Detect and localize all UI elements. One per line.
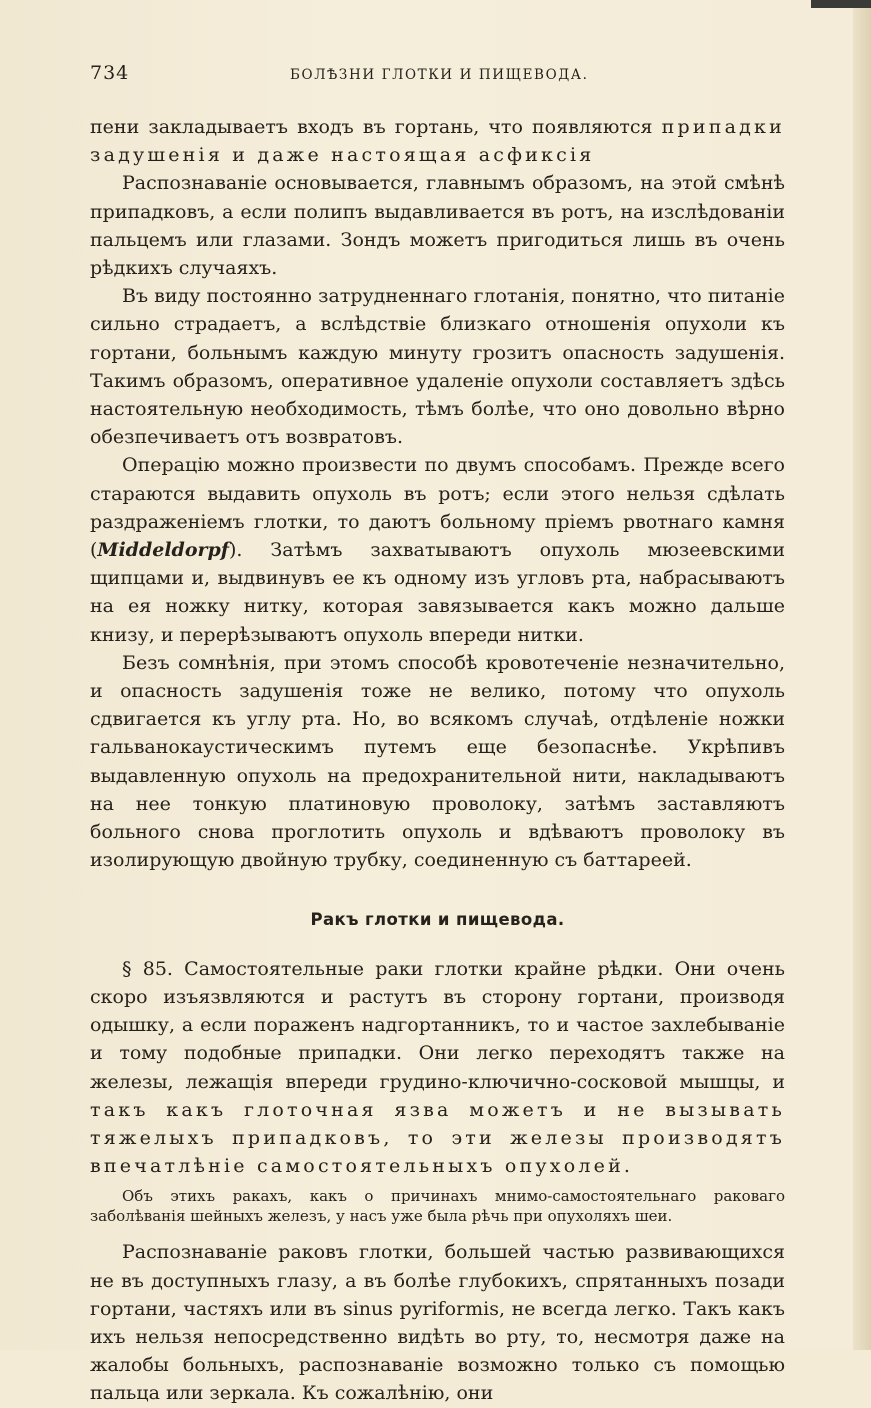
section-heading: Ракъ глотки и пищевода. (310, 910, 565, 930)
page-header (90, 62, 780, 88)
spaced-emphasis: такъ какъ глоточная язва можетъ и не вызывать тяжелыхъ припадковъ, то эти железы производятъ впечатлѣніе самостоятельныхъ опухолей. (90, 1098, 785, 1178)
paragraph: Распознаваніе основывается, главнымъ образомъ, на этой смѣнѣ припадковъ, а если полипъ выдавливается въ ротъ, на изслѣдованіи пальцемъ или глазами. Зондъ можетъ пригодиться лишь въ очень рѣдкихъ случаяхъ. (90, 172, 785, 280)
running-title: БОЛѢЗНИ ГЛОТКИ И ПИЩЕВОДА. (290, 67, 589, 83)
scan-edge-mark (811, 0, 871, 8)
page-edge (853, 0, 871, 1350)
paragraph (90, 451, 785, 648)
paragraph: Въ виду постоянно затрудненнаго глотанія, понятно, что питаніе сильно страдаетъ, а вслѣдствіе близкаго отношенія опухоли къ гортани, больнымъ каждую минуту грозитъ опасность задушенія. Такимъ образомъ, оперативное удаленіе опухоли составляетъ здѣсь настоятельную необходимость, тѣмъ болѣе, что оно довольно вѣрно обезпечиваетъ отъ возвратовъ. (90, 285, 785, 449)
paragraph-continuation (90, 113, 785, 169)
paragraph (90, 955, 785, 1181)
main-text (90, 113, 785, 1408)
author-name: Middeldorpf (97, 539, 229, 562)
footnote: Объ этихъ ракахъ, какъ о причинахъ мнимо-самостоятельнаго раковаго заболѣванія шейныхъ железъ, у насъ уже была рѣчь при опухоляхъ шеи. (90, 1187, 785, 1226)
paragraph-text: Операцію можно произвести по двумъ способамъ. Прежде всего стараются выдавить опухоль въ ротъ; если этого нельзя сдѣлать раздраженіемъ глотки, то даютъ больному пріемъ рвотнаго камня ( (90, 454, 785, 562)
spaced-emphasis: припадки задушенія и даже настоящая асфиксія (90, 116, 785, 167)
paragraph: Безъ сомнѣнія, при этомъ способѣ кровотеченіе незначительно, и опасность задушенія тоже не велико, потому что опухоль сдвигается къ углу рта. Но, во всякомъ случаѣ, отдѣленіе ножки гальванокаустическимъ путемъ еще безопаснѣе. Укрѣпивъ выдавленную опухоль на предохранительной нити, накладываютъ на нее тонкую платиновую проволоку, затѣмъ заставляютъ больного снова проглотить опухоль и вдѣваютъ проволоку въ изолирующую двойную трубку, соединенную съ баттареей. (90, 651, 785, 872)
paragraph-text: § 85. Самостоятельные раки глотки крайне рѣдки. Они очень скоро изъязвляются и растутъ въ сторону гортани, производя одышку, а если пораженъ надгортанникъ, то и частое захлебываніе и тому подобные припадки. Они легко переходятъ также на железы, лежащія впереди грудино-ключично-сосковой мышцы, и (90, 957, 785, 1093)
page-number: 734 (90, 62, 130, 84)
paragraph-text: ). Затѣмъ захватываютъ опухоль мюзеевскими щипцами и, выдвинувъ ее къ одному изъ угловъ рта, набрасываютъ на ея ножку нитку, которая завязывается какъ можно дальше книзу, и перерѣзываютъ опухоль впереди нитки. (90, 539, 785, 646)
paragraph-text: пени закладываетъ входъ въ гортань, что появляются (90, 116, 662, 138)
paragraph: Распознаваніе раковъ глотки, большей частью развивающихся не въ доступныхъ глазу, а въ болѣе глубокихъ, спрятанныхъ позади гортани, частяхъ или въ sinus pyriformis, не всегда легко. Такъ какъ ихъ нельзя непосредственно видѣть во рту, то, несмотря даже на жалобы больныхъ, распознаваніе возможно только съ помощью пальца или зеркала. Къ сожалѣнію, они (90, 1241, 785, 1405)
